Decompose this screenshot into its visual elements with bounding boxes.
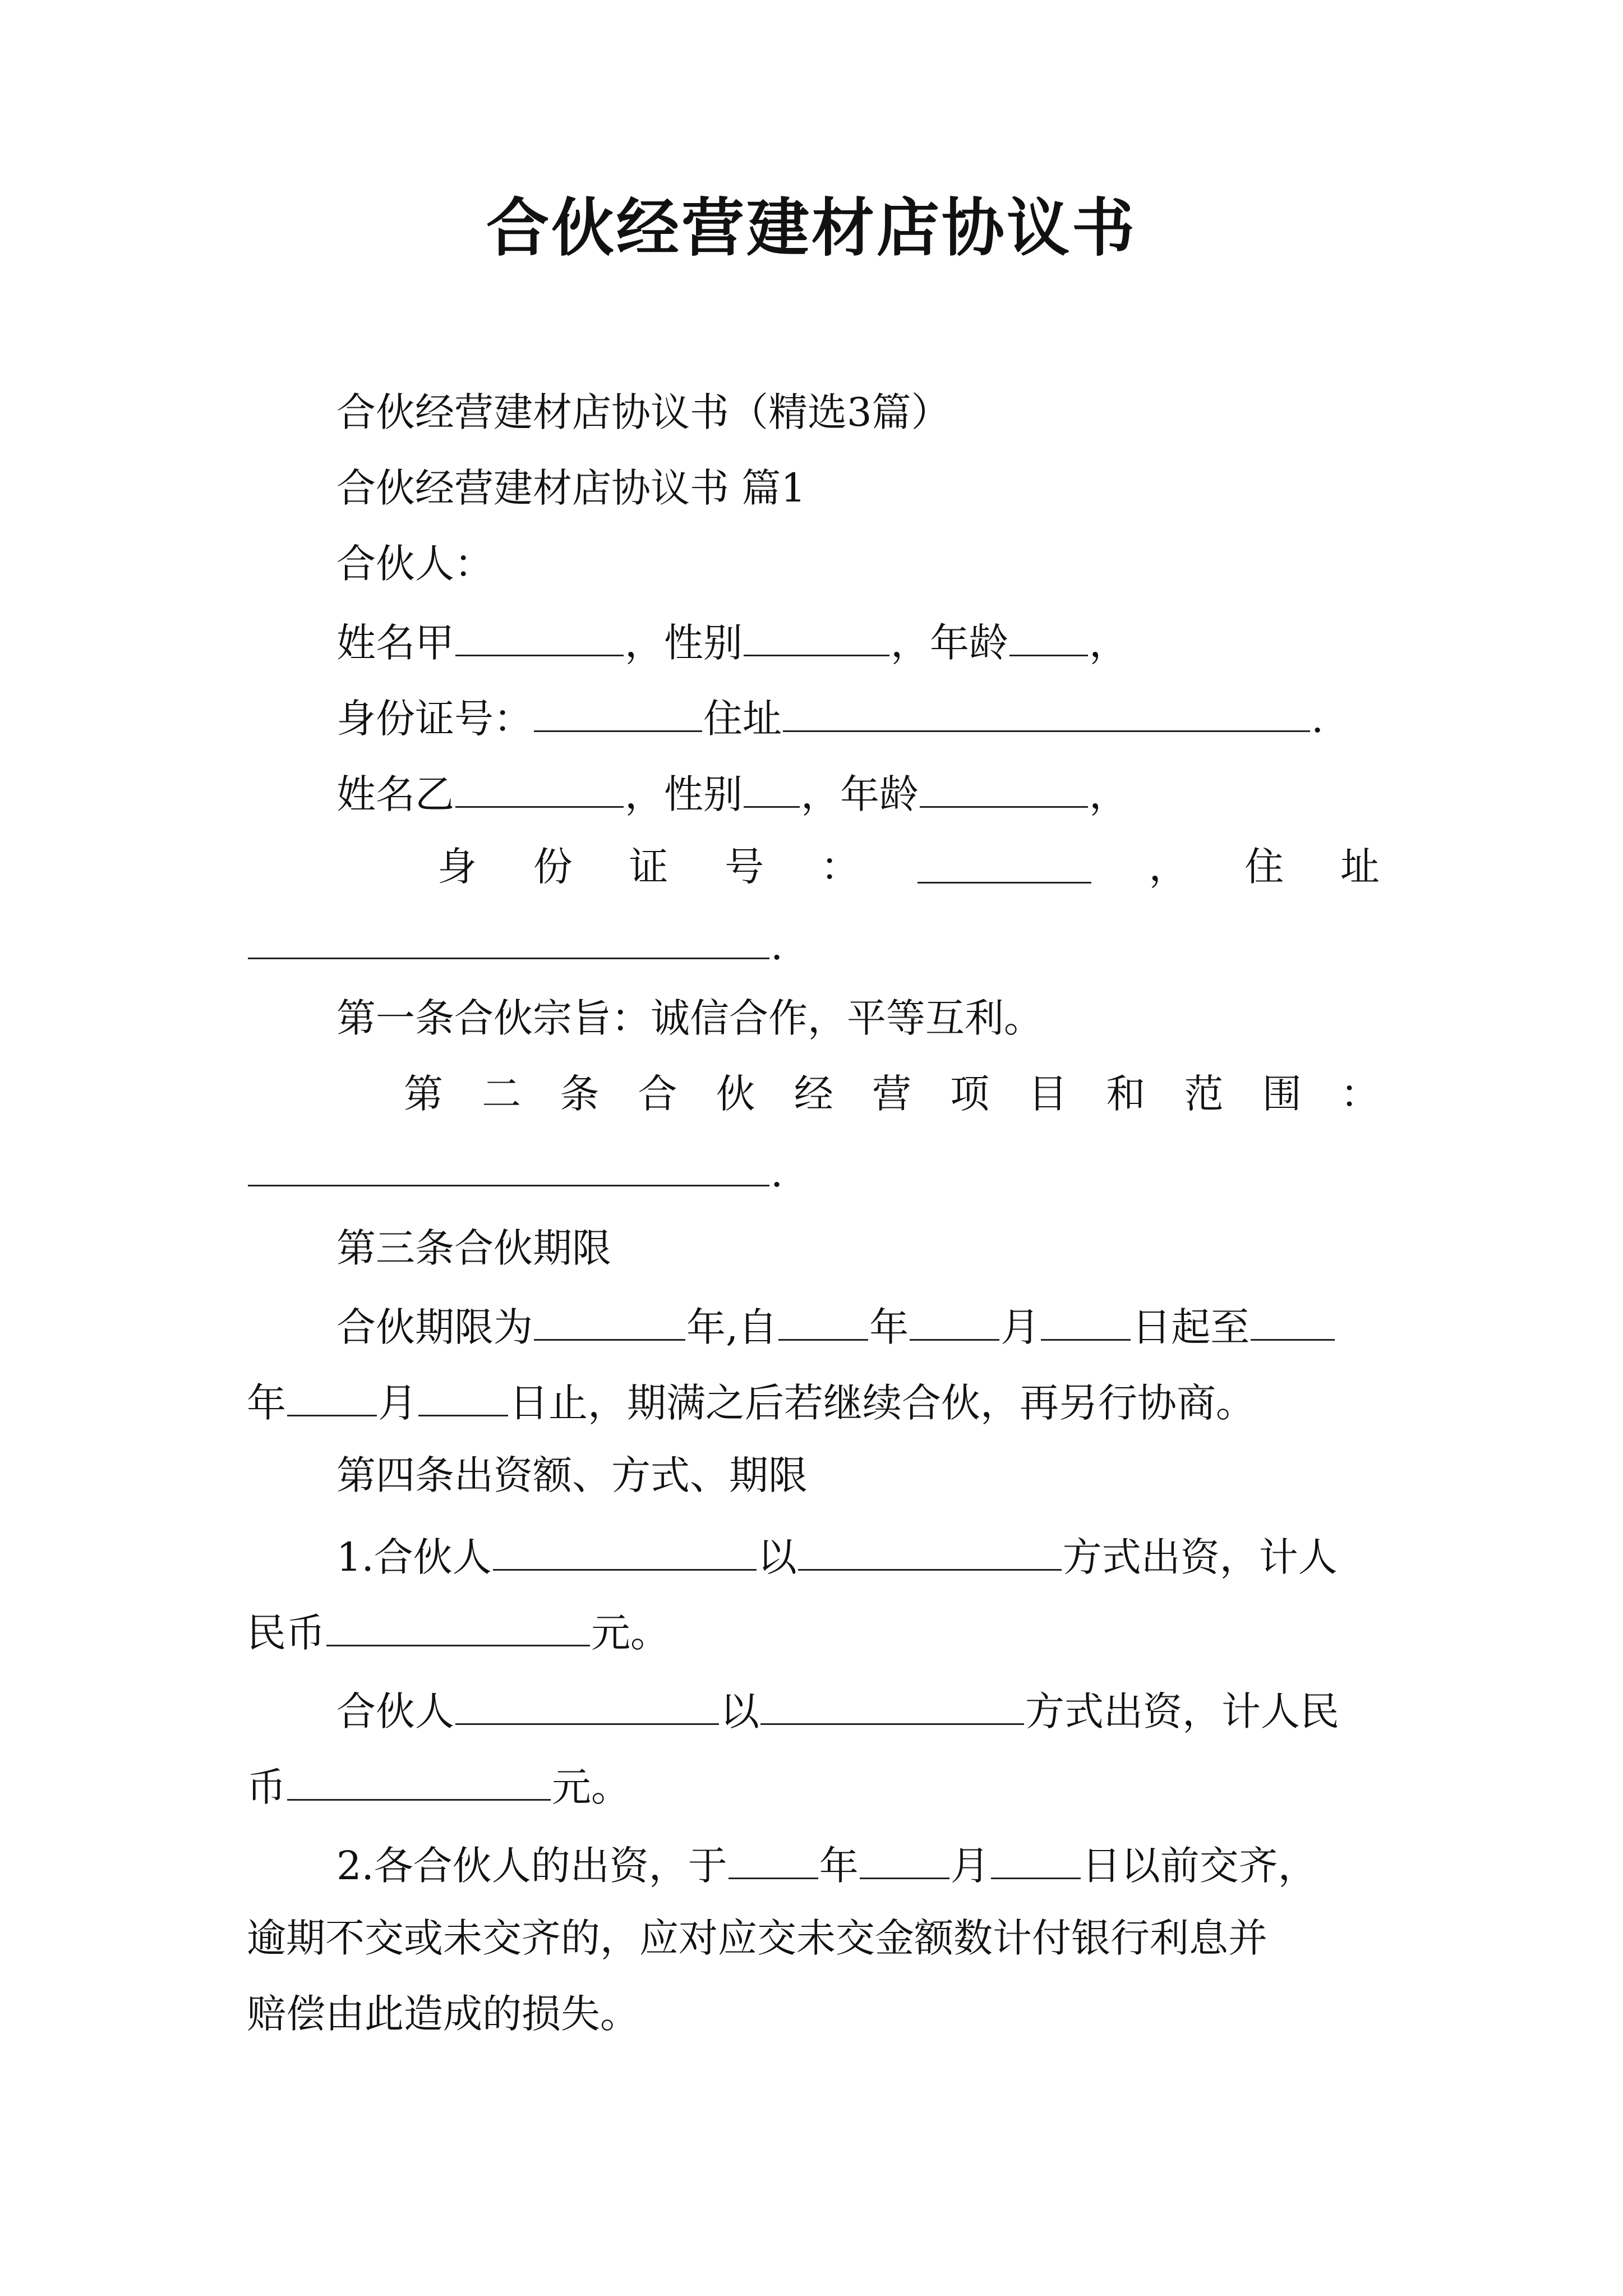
party-a-id-blank[interactable] (534, 696, 702, 732)
id-char: 份 (533, 844, 573, 890)
method-2-blank[interactable] (760, 1688, 1024, 1725)
section-heading: 合伙经营建材店协议书 篇1 (336, 465, 806, 511)
method-1-blank[interactable] (798, 1534, 1062, 1571)
method-contrib-text: 方式出资，计人 (1062, 1534, 1338, 1580)
gender-label: ，性别 (625, 620, 743, 666)
article-2-char: ： (1340, 1071, 1380, 1117)
start-year-blank[interactable] (778, 1304, 868, 1341)
pay-year-blank[interactable] (728, 1843, 818, 1879)
term-label: 合伙期限为 (336, 1304, 533, 1350)
item-2-line-c: 赔偿由此造成的损失。 (247, 1991, 639, 2037)
id-char: 身 (437, 844, 477, 890)
party-b-id-line (437, 844, 1380, 890)
day-end-text: 日止，期满之后若继续合伙，再另行协商。 (509, 1380, 1255, 1426)
party-a-name-label: 姓名甲 (336, 620, 454, 666)
period-text: . (771, 1150, 783, 1196)
article-2-char: 条 (560, 1071, 600, 1117)
month-text: 月 (950, 1843, 990, 1889)
id-char: ： (820, 844, 860, 890)
business-scope-blank[interactable] (248, 1150, 769, 1186)
item-1-label: 1.合伙人 (336, 1534, 492, 1580)
year-text: 年 (819, 1843, 859, 1889)
with-text: 以 (720, 1688, 759, 1734)
article-3: 第三条合伙期限 (336, 1225, 611, 1271)
article-2-char: 围 (1262, 1071, 1302, 1117)
partner-label: 合伙人 (336, 1688, 454, 1734)
party-b-gender-blank[interactable] (744, 771, 800, 808)
article-1: 第一条合伙宗旨：诚信合作，平等互利。 (336, 995, 1043, 1041)
document-title: 合伙经营建材店协议书 (486, 191, 1137, 265)
item-1-amount-line (247, 1610, 670, 1656)
comma-text: ， (1089, 771, 1128, 817)
item-2-line (336, 1843, 1317, 1889)
address-char: 住 (1244, 844, 1284, 890)
year-text: 年 (247, 1380, 286, 1426)
amount-2-blank[interactable] (287, 1764, 551, 1801)
article-2-char: 目 (1028, 1071, 1068, 1117)
id-char: 证 (629, 844, 668, 890)
start-day-blank[interactable] (1041, 1304, 1131, 1341)
term-years-blank[interactable] (534, 1304, 685, 1341)
item-2-label: 2.各合伙人的出资，于 (336, 1843, 727, 1889)
month-text: 月 (1000, 1304, 1040, 1350)
article-2-char: 营 (872, 1071, 911, 1117)
partner-2-line (336, 1688, 1339, 1734)
article-2-line (404, 1071, 1380, 1117)
term-line-2 (247, 1380, 1255, 1426)
article-2-blank-line (247, 1150, 783, 1196)
party-a-address-blank[interactable] (783, 696, 1310, 732)
year-from-text: 年,自 (686, 1304, 778, 1350)
subtitle-line: 合伙经营建材店协议书（精选3篇） (336, 389, 951, 435)
period-text: . (771, 923, 783, 969)
party-b-age-blank[interactable] (920, 771, 1088, 808)
item-2-line-b: 逾期不交或未交齐的，应对应交未交金额数计付银行利息并 (247, 1915, 1267, 1961)
coin-text: 币 (247, 1764, 286, 1810)
partner-2-blank[interactable] (455, 1688, 719, 1725)
address-char: 址 (1340, 844, 1380, 890)
partner-1-blank[interactable] (493, 1534, 757, 1571)
yuan-text: 元。 (552, 1764, 630, 1810)
rmb-text: 民币 (247, 1610, 325, 1656)
comma-text: ， (1089, 620, 1128, 666)
party-a-line (336, 620, 1128, 666)
term-line-1 (336, 1304, 1336, 1350)
before-pay-text: 日以前交齐， (1081, 1843, 1317, 1889)
partner-2-amount-line (247, 1764, 630, 1810)
end-month-blank[interactable] (287, 1380, 377, 1416)
article-2-char: 范 (1184, 1071, 1224, 1117)
party-b-id-blank[interactable] (917, 847, 1091, 884)
party-a-name-blank[interactable] (455, 620, 624, 656)
article-2-char: 第 (404, 1071, 443, 1117)
age-label: ，年龄 (891, 620, 1008, 666)
gender-label: ，性别 (625, 771, 743, 817)
party-b-address-blank[interactable] (248, 923, 769, 959)
age-label: ，年龄 (801, 771, 919, 817)
id-label: 身份证号： (336, 696, 533, 742)
method-contrib-rmb-text: 方式出资，计人民 (1025, 1688, 1339, 1734)
party-a-age-blank[interactable] (1009, 620, 1088, 656)
article-2-char: 经 (794, 1071, 833, 1117)
period-text: . (1311, 696, 1324, 742)
comma-text: ， (1149, 844, 1188, 890)
party-a-gender-blank[interactable] (744, 620, 889, 656)
party-b-name-label: 姓名乙 (336, 771, 454, 817)
pay-day-blank[interactable] (991, 1843, 1081, 1879)
id-char: 号 (725, 844, 764, 890)
article-2-char: 和 (1106, 1071, 1146, 1117)
month-text: 月 (378, 1380, 417, 1426)
article-2-char: 伙 (716, 1071, 755, 1117)
year-text: 年 (869, 1304, 909, 1350)
party-a-id-line (336, 696, 1324, 742)
day-start-to-text: 日起至 (1132, 1304, 1250, 1350)
party-b-line (336, 771, 1128, 817)
yuan-text: 元。 (591, 1610, 670, 1656)
party-b-name-blank[interactable] (455, 771, 624, 808)
end-day-blank[interactable] (418, 1380, 508, 1416)
partners-label: 合伙人： (336, 541, 494, 587)
start-month-blank[interactable] (910, 1304, 999, 1341)
address-label: 住址 (703, 696, 782, 742)
article-4: 第四条出资额、方式、期限 (336, 1452, 808, 1498)
item-1-line (336, 1534, 1338, 1580)
party-b-address-line (247, 923, 783, 969)
article-2-char: 项 (950, 1071, 990, 1117)
article-2-char: 二 (482, 1071, 522, 1117)
with-text: 以 (757, 1534, 797, 1580)
end-year-blank[interactable] (1251, 1304, 1335, 1341)
article-2-char: 合 (638, 1071, 677, 1117)
amount-1-blank[interactable] (326, 1610, 590, 1646)
pay-month-blank[interactable] (860, 1843, 949, 1879)
